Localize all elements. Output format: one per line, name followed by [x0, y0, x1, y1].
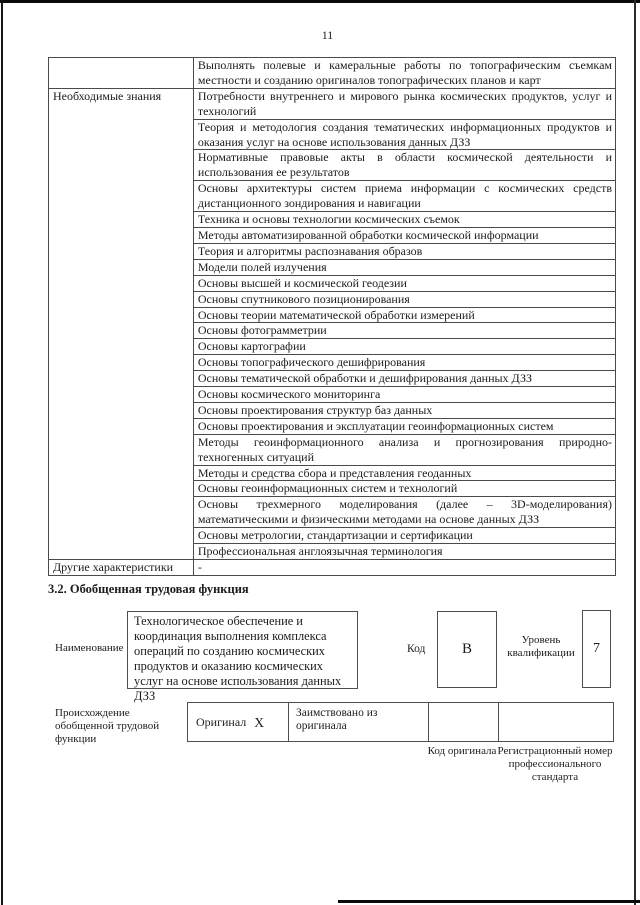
origin-original-label: Оригинал: [196, 714, 247, 729]
knowledge-item-cell: Нормативные правовые акты в области космической деятельности и использования ее результатов: [193, 150, 615, 181]
knowledge-item-cell: Основы метрологии, стандартизации и сертификации: [193, 528, 615, 544]
knowledge-item-cell: Основы теории математической обработки измерений: [193, 307, 615, 323]
knowledge-table: [48, 57, 616, 576]
knowledge-item-cell: Профессиональная англоязычная терминология: [193, 544, 615, 560]
knowledge-item-cell: Основы топографического дешифрирования: [193, 355, 615, 371]
function-name-box: Технологическое обеспечение и координация выполнения комплекса операций по созданию космических продуктов и оказанию космических услуг на основе использования данных ДЗЗ: [127, 611, 358, 689]
table-row: [49, 560, 616, 576]
qualification-level-box: 7: [582, 610, 611, 688]
registration-number-label: Регистрационный номер профессионального стандарта: [497, 745, 613, 783]
other-characteristics-label-cell: Другие характеристики: [49, 560, 194, 576]
page-top-edge-line: [0, 0, 640, 3]
knowledge-item-cell: Техника и основы технологии космических съемок: [193, 212, 615, 228]
knowledge-item-cell: Основы проектирования и эксплуатации геоинформационных систем: [193, 418, 615, 434]
qualification-level-label: Уровень квалификации: [507, 634, 575, 659]
knowledge-item-cell: Основы фотограмметрии: [193, 323, 615, 339]
knowledge-item-cell: Основы космического мониторинга: [193, 387, 615, 403]
skill-carryover-cell: Выполнять полевые и камеральные работы по топографическим съемкам местности и созданию оригиналов топографических планов и карт: [193, 58, 615, 89]
knowledge-item-cell: Основы тематической обработки и дешифрирования данных ДЗЗ: [193, 371, 615, 387]
knowledge-item-cell: Основы картографии: [193, 339, 615, 355]
empty-cell: [49, 58, 194, 89]
origin-borrowed-cell: Заимствовано из оригинала: [288, 703, 428, 741]
origin-code-label: Код оригинала: [427, 745, 497, 757]
page-right-edge-line: [634, 0, 636, 905]
knowledge-item-cell: Теория и методология создания тематических информационных продуктов и оказания услуг на основе использования данных ДЗЗ: [193, 119, 615, 150]
origin-x-mark: X: [254, 714, 264, 730]
knowledge-item-cell: Методы и средства сбора и представления геоданных: [193, 465, 615, 481]
origin-original-cell: [188, 703, 288, 741]
knowledge-item-cell: Основы высшей и космической геодезии: [193, 275, 615, 291]
table-row: [49, 58, 616, 89]
knowledge-item-cell: Методы геоинформационного анализа и прогнозирования природно-техногенных ситуаций: [193, 434, 615, 465]
other-characteristics-value-cell: -: [193, 560, 615, 576]
knowledge-item-cell: Основы проектирования структур баз данных: [193, 402, 615, 418]
name-label: Наименование: [55, 642, 124, 654]
page-bottom-edge-line: [338, 900, 640, 903]
table-row: [49, 88, 616, 119]
function-code-box: В: [437, 611, 497, 688]
knowledge-item-cell: Основы архитектуры систем приема информации с космических средств дистанционного зондирования и навигации: [193, 181, 615, 212]
origin-label: Происхождение обобщенной трудовой функции: [55, 707, 160, 745]
section-heading: 3.2. Обобщенная трудовая функция: [48, 582, 249, 596]
knowledge-label-cell: Необходимые знания: [49, 88, 194, 559]
knowledge-item-cell: Модели полей излучения: [193, 259, 615, 275]
knowledge-item-cell: Методы автоматизированной обработки космической информации: [193, 227, 615, 243]
knowledge-item-cell: Теория и алгоритмы распознавания образов: [193, 243, 615, 259]
knowledge-item-cell: Основы спутникового позиционирования: [193, 291, 615, 307]
knowledge-item-cell: Основы геоинформационных систем и технологий: [193, 481, 615, 497]
origin-registration-cell: [498, 703, 613, 741]
knowledge-item-cell: Основы трехмерного моделирования (далее – 3D-моделирования) математическими и физическими методами на основе данных ДЗЗ: [193, 497, 615, 528]
knowledge-item-cell: Потребности внутреннего и мирового рынка космических продуктов, услуг и технологий: [193, 88, 615, 119]
page-number: 11: [321, 28, 334, 42]
page-left-edge-line: [1, 0, 3, 905]
origin-table: [187, 702, 614, 742]
origin-code-cell: [428, 703, 498, 741]
code-label: Код: [407, 643, 426, 655]
